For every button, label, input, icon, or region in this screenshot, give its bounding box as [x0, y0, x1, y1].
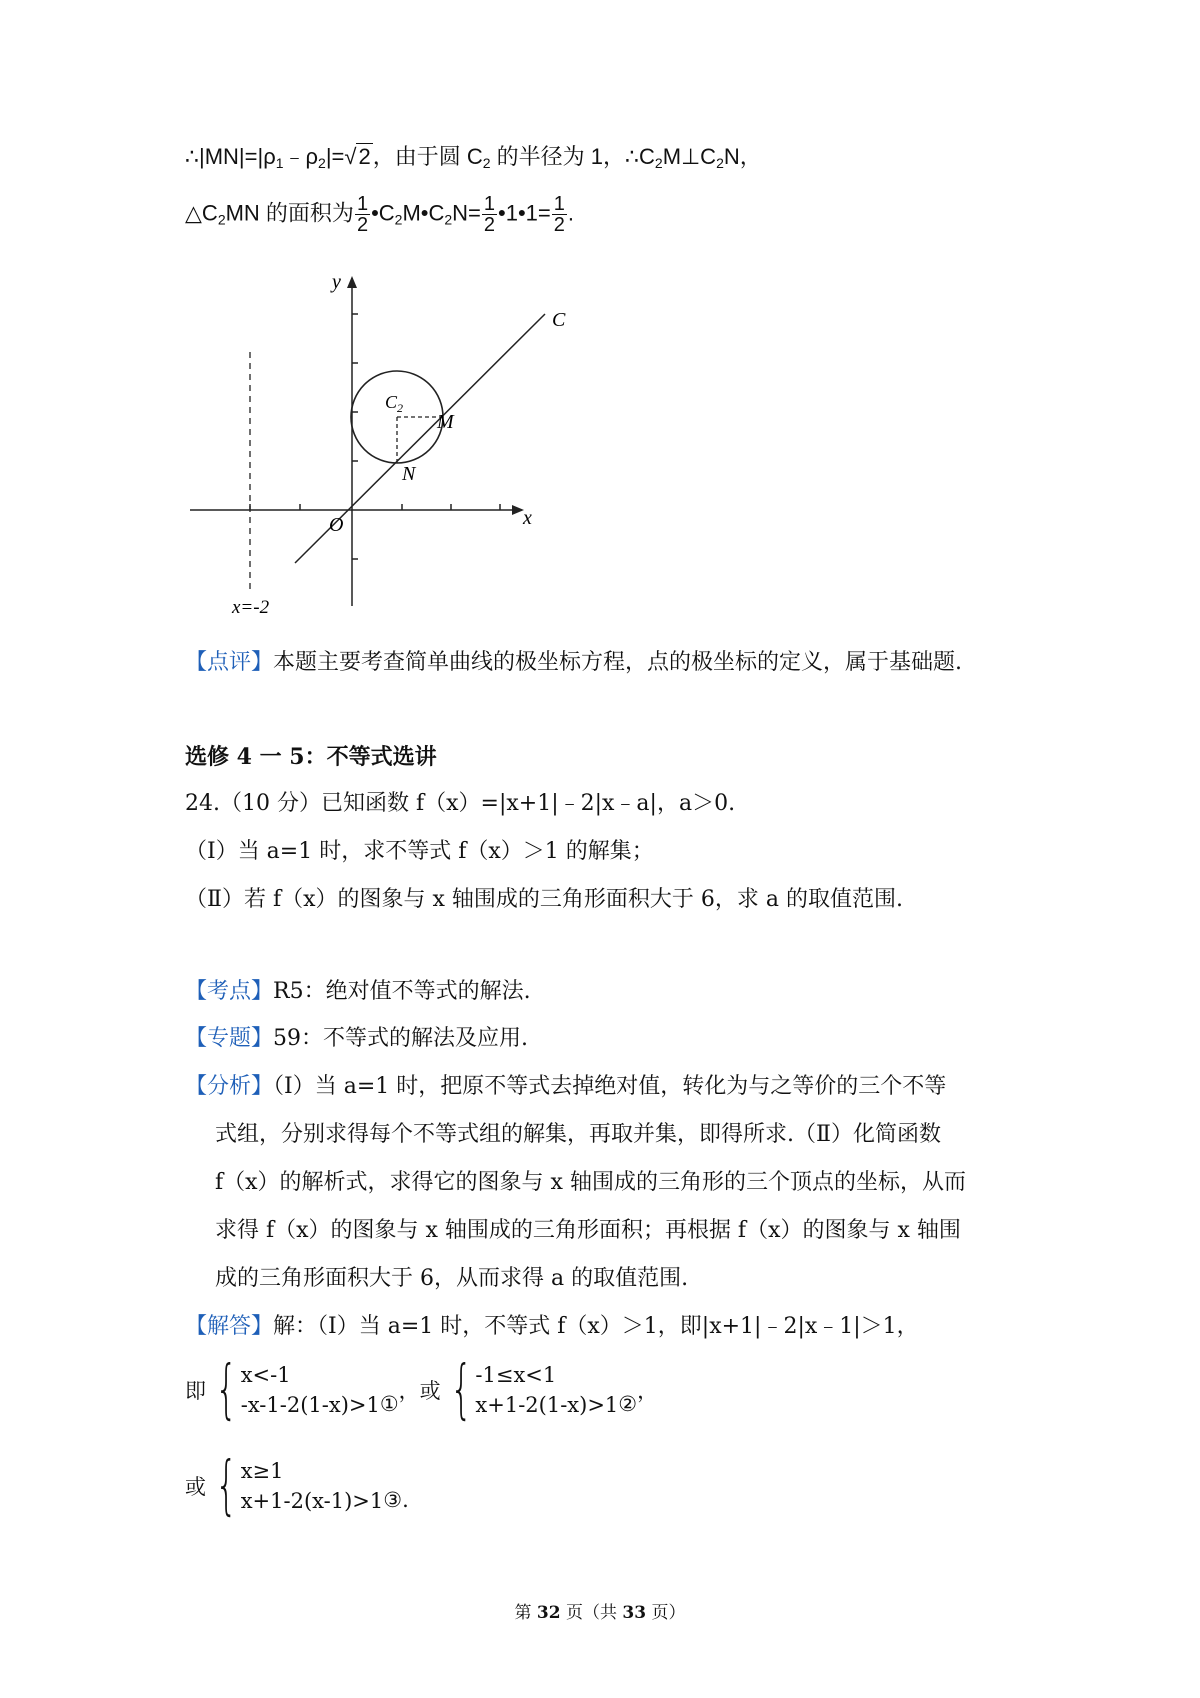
x-ticks — [250, 504, 500, 510]
zhuanti-text: 59：不等式的解法及应用. — [273, 1026, 529, 1051]
fenxi-line-5: 成的三角形面积大于 6，从而求得 a 的取值范围. — [215, 1266, 689, 1291]
sqrt-value: 2 — [358, 144, 371, 169]
comma: ， — [637, 1379, 659, 1403]
subscript: 1 — [275, 155, 284, 171]
text-segment: M•C — [402, 200, 445, 226]
text-segment: . — [567, 200, 575, 226]
fraction-num: 1 — [356, 193, 369, 215]
subscript: 2 — [318, 155, 326, 171]
kaodian-line — [185, 977, 531, 1007]
inequality-systems-row-2 — [185, 1449, 409, 1523]
fraction-num: 1 — [553, 193, 565, 215]
kaodian-tag: 【考点】 — [185, 979, 274, 1004]
text-segment: 的半径为 1，∴C — [490, 144, 655, 169]
huo-word: 或 — [185, 1475, 206, 1499]
left-brace-icon: { — [215, 1353, 238, 1427]
comment-text: 本题主要考查简单曲线的极坐标方程，点的极坐标的定义，属于基础题. — [273, 650, 963, 675]
system-1 — [241, 1360, 380, 1420]
subscript: 2 — [444, 211, 453, 228]
coordinate-figure — [180, 262, 566, 622]
page-number: 32 — [536, 1603, 561, 1623]
fraction-half — [482, 194, 497, 235]
left-brace-icon: { — [215, 1449, 238, 1523]
section-title: 选修 4 一 5：不等式选讲 — [185, 744, 437, 770]
kaodian-text: R5：绝对值不等式的解法. — [273, 979, 531, 1004]
circled-1: ① — [379, 1392, 399, 1416]
text-segment: |= — [325, 144, 345, 169]
fraction-half — [355, 194, 370, 235]
point-m-label: M — [437, 411, 454, 433]
subscript: 2 — [654, 155, 663, 171]
subscript: 2 — [217, 211, 226, 228]
vline-label: x=-2 — [232, 597, 270, 618]
fraction-den: 2 — [483, 214, 496, 236]
zhuanti-tag: 【专题】 — [185, 1026, 274, 1051]
problem-line-3: （Ⅱ）若 f（x）的图象与 x 轴围成的三角形面积大于 6，求 a 的取值范围. — [185, 887, 903, 912]
page-footer — [0, 1598, 1200, 1623]
ji-word: 即 — [185, 1379, 206, 1403]
total-pages: 33 — [622, 1603, 647, 1623]
x-axis-label: x — [523, 507, 532, 529]
intro-line-2 — [185, 194, 574, 235]
jieda-tag: 【解答】 — [185, 1314, 274, 1339]
text-segment: ，由于圆 C — [372, 144, 483, 169]
fenxi-line-1 — [185, 1072, 946, 1102]
fraction-den: 2 — [356, 214, 369, 236]
circled-2: ② — [618, 1392, 638, 1416]
center-letter: C — [385, 392, 398, 412]
fenxi-text: （Ⅰ）当 a=1 时，把原不等式去掉绝对值，转化为与之等价的三个不等 — [273, 1074, 947, 1099]
text-segment: ﹣ρ — [283, 144, 319, 169]
system-2 — [475, 1360, 618, 1420]
center-c2-label — [385, 392, 403, 415]
footer-text: 页（共 — [560, 1603, 623, 1623]
system-1-row-1: x<-1 — [240, 1363, 291, 1387]
footer-text: 第 — [514, 1603, 537, 1623]
sqrt-symbol: √ — [344, 144, 357, 169]
subscript: 2 — [716, 155, 724, 171]
text-segment: M⊥C — [662, 144, 717, 169]
fraction-num: 1 — [483, 193, 496, 215]
system-1-row-2: -x-1-2(1-x)>1 — [240, 1393, 380, 1417]
fenxi-line-2: 式组，分别求得每个不等式组的解集，再取并集，即得所求.（Ⅱ）化简函数 — [215, 1122, 941, 1147]
comment-paragraph — [185, 648, 962, 678]
text-segment: ∴|MN|=|ρ — [185, 144, 276, 169]
point-n-label: N — [402, 463, 416, 485]
intro-line-1 — [185, 142, 762, 178]
text-segment: △C — [185, 200, 218, 226]
jieda-line — [185, 1312, 919, 1342]
problem-line-1: 24.（10 分）已知函数 f（x）=|x+1|﹣2|x﹣a|，a＞0. — [185, 791, 736, 816]
line-c-label: C — [552, 309, 566, 331]
period: . — [402, 1488, 409, 1512]
y-axis-arrow — [347, 276, 357, 288]
origin-label: O — [329, 514, 344, 536]
system-3 — [241, 1456, 384, 1516]
y-axis-label: y — [332, 271, 341, 293]
subscript: 2 — [482, 155, 491, 171]
left-brace-icon: { — [449, 1353, 473, 1427]
fraction-half — [552, 194, 567, 235]
text-segment: N， — [723, 144, 762, 169]
system-2-row-2: x+1-2(1-x)>1 — [475, 1393, 619, 1417]
fenxi-tag: 【分析】 — [185, 1074, 274, 1099]
system-2-row-1: -1≤x<1 — [475, 1363, 557, 1387]
center-subscript: 2 — [397, 401, 404, 415]
comment-tag: 【点评】 — [185, 650, 274, 675]
problem-line-2: （Ⅰ）当 a=1 时，求不等式 f（x）＞1 的解集； — [185, 839, 654, 864]
jieda-text: 解：（Ⅰ）当 a=1 时，不等式 f（x）＞1，即|x+1|﹣2|x﹣1|＞1， — [273, 1314, 919, 1339]
inequality-systems-row-1 — [185, 1353, 659, 1427]
subscript: 2 — [394, 211, 403, 228]
system-3-row-1: x≥1 — [240, 1459, 284, 1483]
footer-text: 页） — [646, 1603, 686, 1623]
system-3-row-2: x+1-2(x-1)>1 — [240, 1489, 384, 1513]
huo-word: ，或 — [398, 1379, 441, 1403]
text-segment: N= — [452, 200, 481, 226]
text-segment: •1•1= — [498, 200, 551, 226]
fraction-den: 2 — [553, 214, 565, 236]
circled-3: ③ — [383, 1488, 403, 1512]
fenxi-line-4: 求得 f（x）的图象与 x 轴围成的三角形面积；再根据 f（x）的图象与 x 轴围 — [215, 1218, 961, 1243]
fenxi-line-3: f（x）的解析式，求得它的图象与 x 轴围成的三角形的三个顶点的坐标，从而 — [215, 1170, 966, 1195]
text-segment: MN 的面积为 — [225, 200, 354, 226]
text-segment: •C — [371, 200, 395, 226]
zhuanti-line — [185, 1024, 528, 1054]
